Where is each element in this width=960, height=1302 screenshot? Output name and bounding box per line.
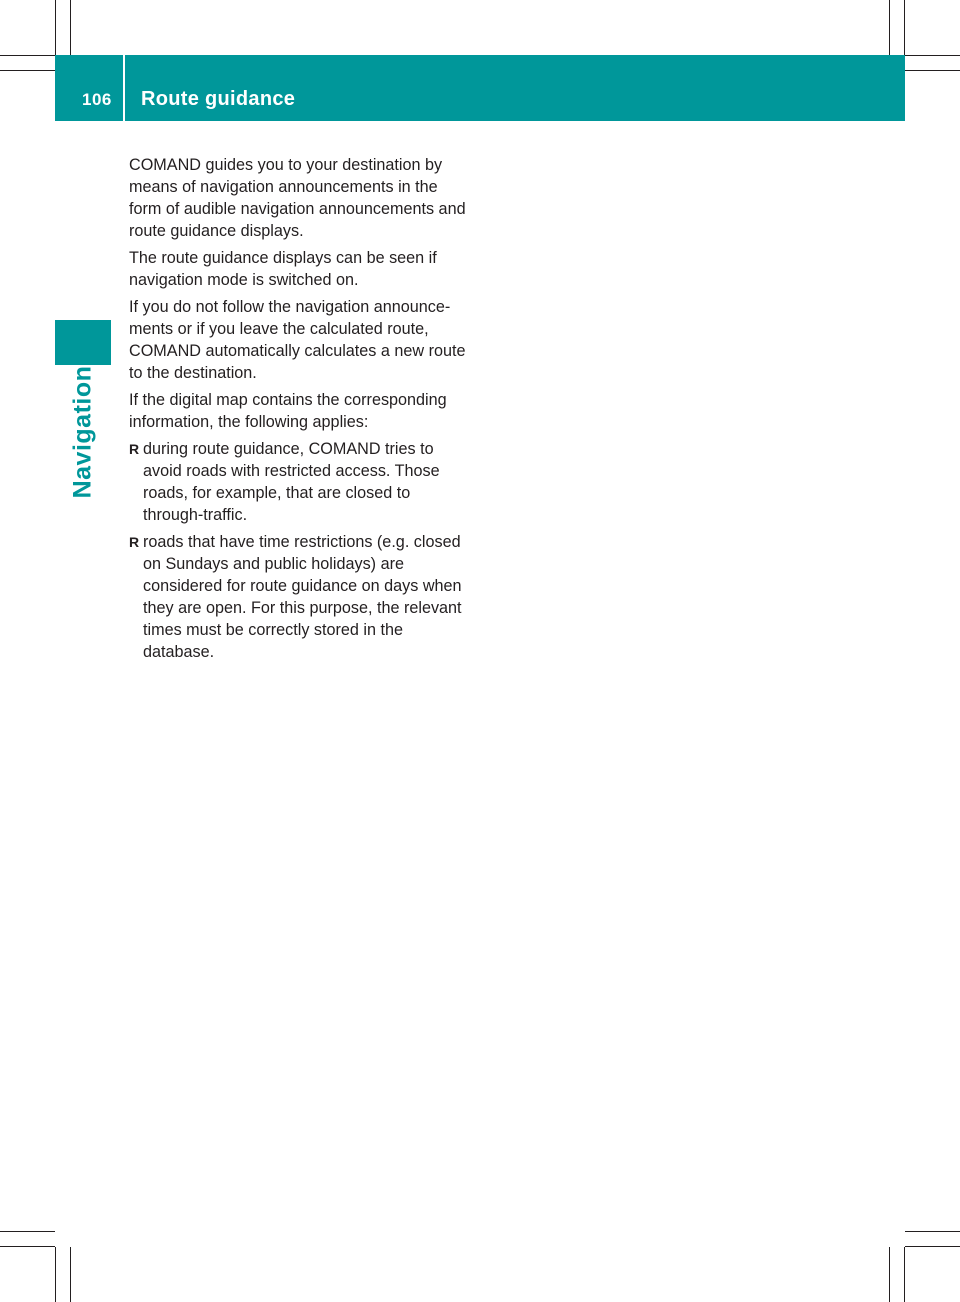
crop-mark [0, 55, 55, 56]
crop-mark [889, 1247, 890, 1302]
crop-mark [0, 70, 55, 71]
chapter-tab-marker [55, 320, 111, 365]
crop-mark [905, 55, 960, 56]
crop-mark [905, 70, 960, 71]
crop-mark [0, 1231, 55, 1232]
list-item [129, 531, 469, 663]
paragraph: If you do not follow the navigation announce-ments or if you leave the calculated route, COMAND automatically calculates a new route to the destination. [129, 298, 466, 382]
page-number-cell [55, 55, 125, 121]
paragraph: The route guidance displays can be seen if navigation mode is switched on. [129, 249, 437, 289]
chapter-tab [55, 367, 111, 497]
section-title: Route guidance [141, 88, 296, 110]
bullet-icon: R [129, 534, 140, 550]
crop-mark [0, 1246, 55, 1247]
paragraph: COMAND guides you to your destination by means of navigation announcements in the form of audible navigation announcements and route guidance displays. [129, 156, 466, 240]
crop-mark [905, 1231, 960, 1232]
crop-mark [904, 0, 905, 55]
crop-mark [55, 1247, 56, 1302]
crop-mark [55, 0, 56, 55]
bullet-list [129, 438, 469, 663]
list-item-text: during route guidance, COMAND tries to avoid roads with restricted access. Those roads, for example, that are closed to through-traffic. [143, 440, 440, 524]
crop-mark [70, 1247, 71, 1302]
chapter-tab-label: Navigation [68, 365, 97, 499]
list-item [129, 438, 469, 526]
crop-mark [70, 0, 71, 55]
page-number: 106 [82, 90, 112, 109]
crop-mark [904, 1247, 905, 1302]
crop-mark [905, 1246, 960, 1247]
bullet-icon: R [129, 441, 140, 457]
list-item-text: roads that have time restrictions (e.g. closed on Sundays and public holidays) are considered for route guidance on days when they are open. For this purpose, the relevant times must be correctly stored in the database. [143, 533, 462, 661]
paragraph: If the digital map contains the corresponding information, the following applies: [129, 391, 447, 431]
crop-mark [889, 0, 890, 55]
body-text [129, 154, 469, 668]
